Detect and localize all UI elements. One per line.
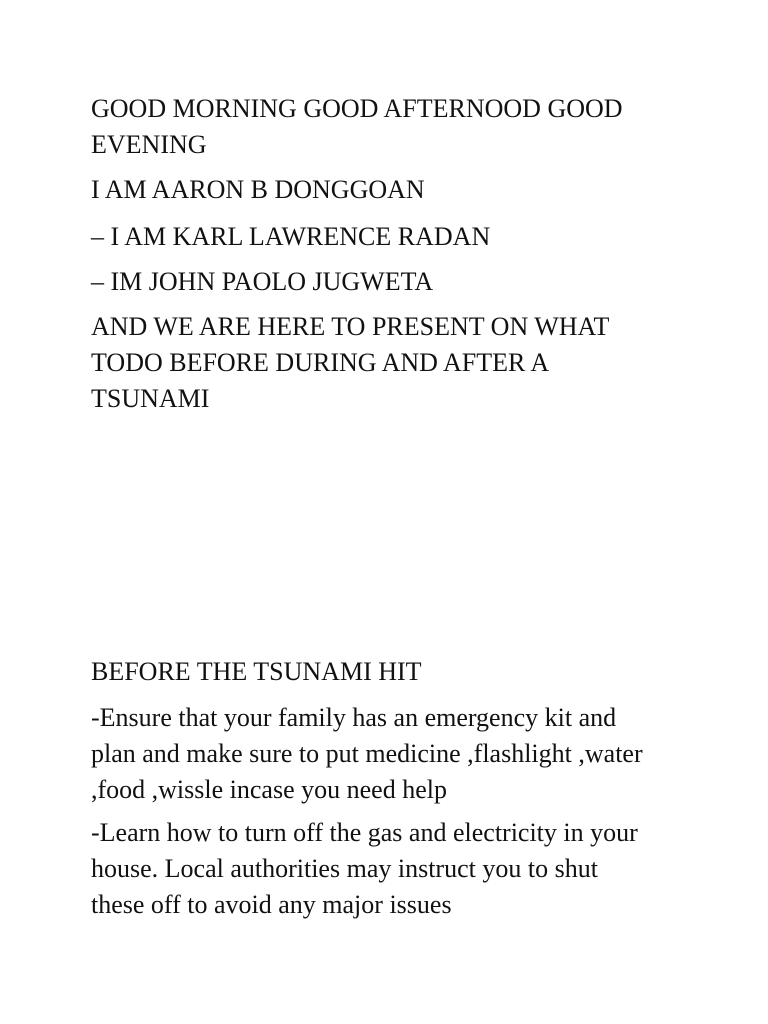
section-heading-before: BEFORE THE TSUNAMI HIT <box>91 657 422 686</box>
before-item-emergency-kit: -Ensure that your family has an emergency kit and plan and make sure to put medicine ,flashlight ,water ,food ,wissle incase you need help <box>91 703 643 804</box>
speaker-3-line: – IM JOHN PAOLO JUGWETA <box>91 267 434 296</box>
speaker-2-line: – I AM KARL LAWRENCE RADAN <box>91 222 491 251</box>
purpose-paragraph: AND WE ARE HERE TO PRESENT ON WHAT TODO BEFORE DURING AND AFTER A TSUNAMI <box>91 312 610 413</box>
before-item-gas-electricity: -Learn how to turn off the gas and electricity in your house. Local authorities may instruct you to shut these off to avoid any major issues <box>91 818 638 919</box>
greeting-paragraph: GOOD MORNING GOOD AFTERNOOD GOOD EVENING <box>91 94 623 159</box>
speaker-1-line: I AM AARON B DONGGOAN <box>91 175 425 204</box>
